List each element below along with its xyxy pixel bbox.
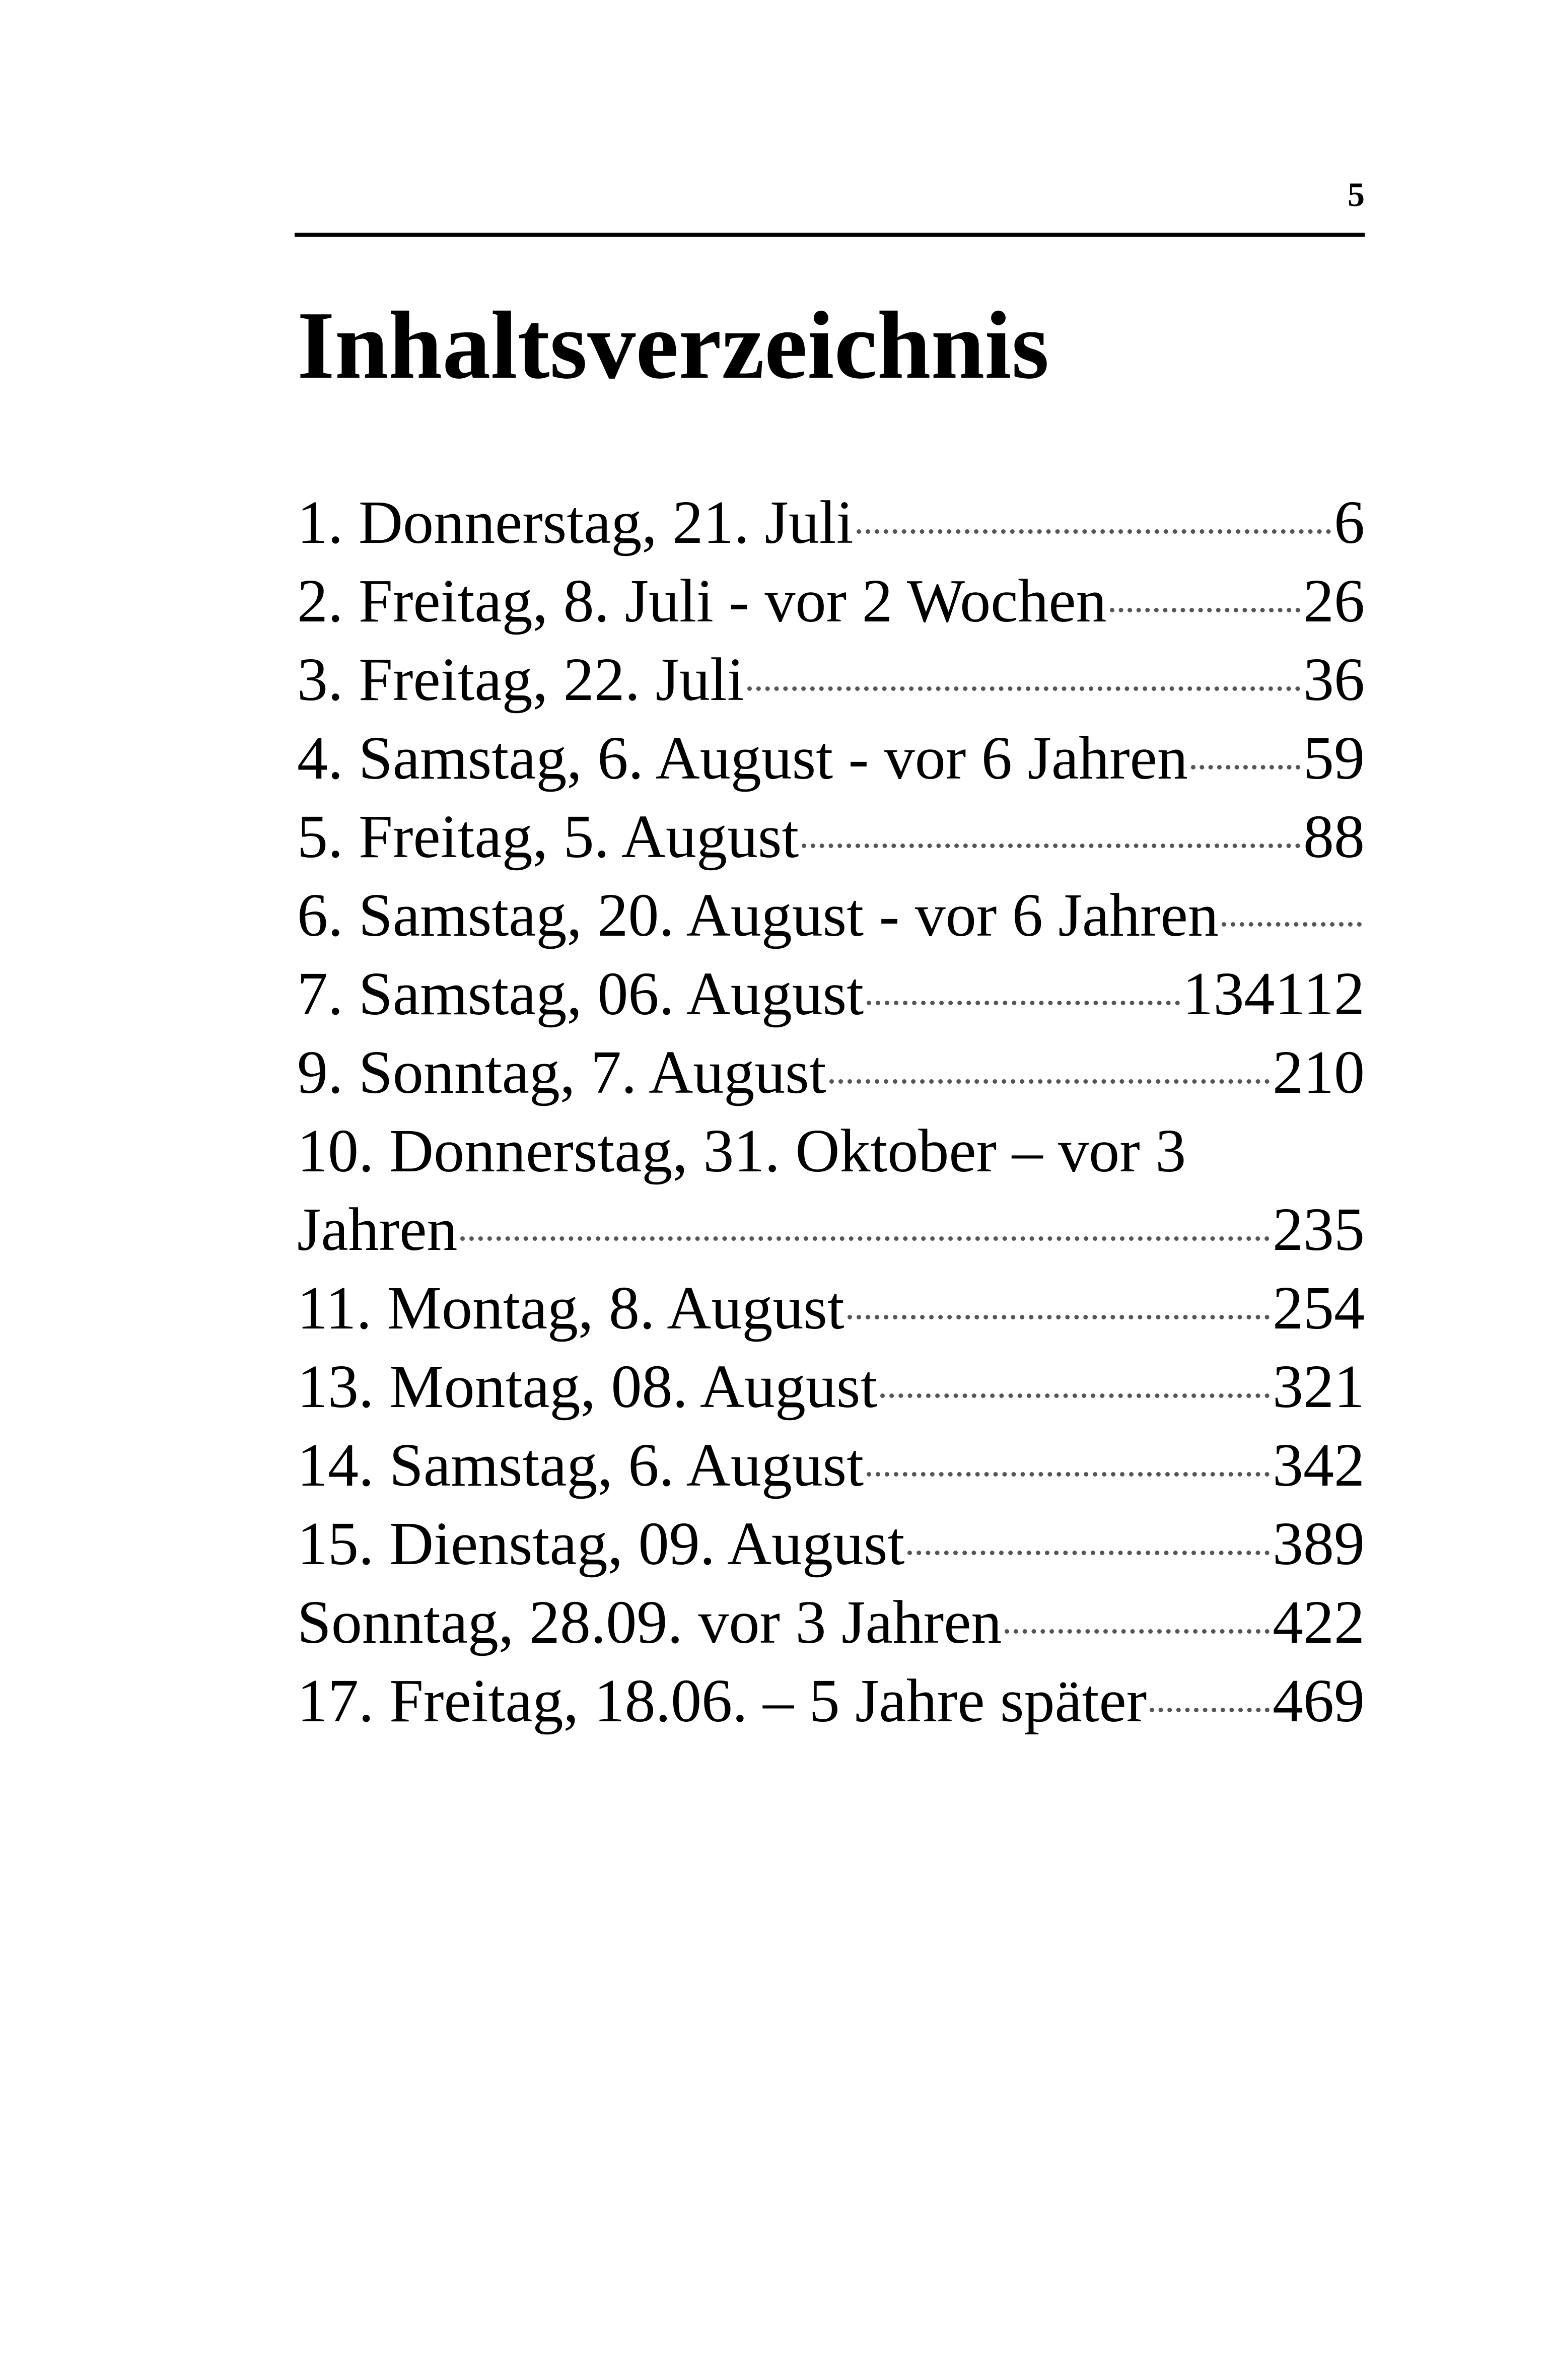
toc-entry-5[interactable] [297,798,1365,876]
toc-dot-leader [1222,922,1362,927]
toc-entry-1[interactable] [297,483,1365,562]
toc-entry-page: 389 [1273,1510,1365,1578]
toc-entry-3[interactable] [297,641,1365,719]
toc-entry-11[interactable] [297,1269,1365,1348]
toc-entry-6[interactable] [297,876,1365,955]
toc-dot-leader [460,1236,1270,1241]
toc-entry-10-line2[interactable] [297,1191,1365,1269]
toc-entry-page: 88 [1303,803,1365,871]
toc-entry-label: 15. Dienstag, 09. August [297,1510,905,1578]
toc-entry-label: 4. Samstag, 6. August - vor 6 Jahren [297,724,1188,792]
toc-dot-leader [1110,608,1300,612]
toc-entry-page: 210 [1273,1038,1365,1106]
toc-entry-label: 9. Sonntag, 7. August [297,1038,826,1106]
toc-entry-page: 342 [1273,1431,1365,1499]
toc-dot-leader [1191,765,1300,769]
toc-entry-label: 10. Donnerstag, 31. Oktober – vor 3 [297,1117,1186,1185]
toc-dot-leader [747,686,1300,691]
toc-entry-page: 254 [1273,1274,1365,1342]
toc-dot-leader [829,1079,1270,1084]
toc-dot-leader [802,844,1300,848]
page-number: 5 [1348,175,1365,214]
toc-entry-label: 13. Montag, 08. August [297,1353,878,1421]
toc-entry-9[interactable] [297,1033,1365,1112]
toc-entry-15[interactable] [297,1505,1365,1583]
toc-entry-label: 5. Freitag, 5. August [297,803,799,871]
toc-entry-page: 26 [1303,567,1365,635]
toc-dot-leader [848,1315,1270,1319]
toc-entry-page: 6 [1334,488,1365,556]
toc-dot-leader [857,529,1331,534]
toc-entry-16[interactable] [297,1583,1365,1662]
toc-entry-page: 235 [1273,1196,1365,1264]
toc-entry-label: 17. Freitag, 18.06. – 5 Jahre später [297,1667,1147,1735]
toc-entry-2[interactable] [297,562,1365,641]
toc-dot-leader [1150,1708,1270,1712]
toc-dot-leader [867,1472,1270,1477]
toc-entry-4[interactable] [297,719,1365,798]
toc-entry-label: 7. Samstag, 06. August [297,960,864,1028]
toc-entry-10-line1[interactable] [297,1112,1365,1191]
toc-entry-label: Sonntag, 28.09. vor 3 Jahren [297,1588,1002,1656]
toc-entry-page: 59 [1303,724,1365,792]
toc-entry-page: 134112 [1182,960,1365,1028]
toc-entry-page: 422 [1273,1588,1365,1656]
toc-dot-leader [1005,1629,1270,1634]
table-of-contents [297,483,1365,1740]
toc-dot-leader [867,1001,1179,1005]
toc-entry-label: 6. Samstag, 20. August - vor 6 Jahren [297,881,1219,949]
page-title: Inhaltsverzeichnis [297,292,1049,399]
toc-entry-7[interactable] [297,955,1365,1033]
toc-dot-leader [880,1393,1270,1398]
toc-entry-page: 469 [1273,1667,1365,1735]
toc-entry-14[interactable] [297,1426,1365,1505]
toc-entry-page: 321 [1273,1353,1365,1421]
toc-entry-label: 14. Samstag, 6. August [297,1431,864,1499]
header-rule [295,233,1365,237]
toc-entry-label: 1. Donnerstag, 21. Juli [297,488,854,556]
toc-entry-13[interactable] [297,1348,1365,1426]
toc-entry-label: Jahren [297,1196,458,1264]
toc-entry-label: 11. Montag, 8. August [297,1274,844,1342]
toc-dot-leader [907,1551,1270,1555]
toc-entry-page: 36 [1303,646,1365,714]
toc-entry-label: 3. Freitag, 22. Juli [297,646,744,714]
toc-entry-label: 2. Freitag, 8. Juli - vor 2 Wochen [297,567,1107,635]
toc-entry-17[interactable] [297,1662,1365,1740]
